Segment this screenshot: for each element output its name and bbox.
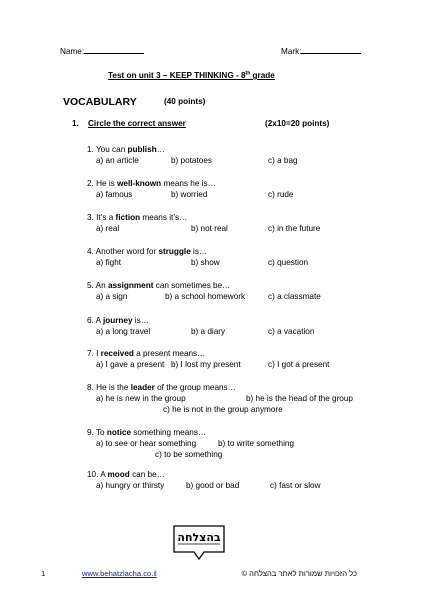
answer-option[interactable]: b) to write something [218,439,294,448]
copyright-text: כל הזכויות שמורות לאתר בהצלחה © [241,569,357,578]
answer-option[interactable]: c) I got a present [268,360,330,369]
task-points: (2x10=20 points) [265,119,330,128]
answer-option[interactable]: a) famous [96,190,133,199]
answer-option[interactable]: c) rude [268,190,294,199]
answer-option[interactable]: c) fast or slow [270,481,321,490]
mark-field[interactable] [281,46,361,56]
answer-option[interactable]: b) worried [171,190,208,199]
question-stem: 6. A journey is… [87,316,149,325]
answer-option[interactable]: b) show [191,258,220,267]
question-keyword: mood [107,470,130,479]
section-points: (40 points) [164,97,206,106]
answer-option[interactable]: a) fight [96,258,122,267]
mark-label: Mark: [281,47,302,56]
answer-option[interactable]: b) I lost my present [171,360,241,369]
question-keyword: leader [130,383,155,392]
answer-option[interactable]: c) a classmate [268,292,321,301]
answer-option[interactable]: a) real [96,224,120,233]
answer-option[interactable]: b) a diary [191,327,226,336]
question-stem: 4. Another word for struggle is… [87,247,208,256]
question-stem: 7. I received a present means… [87,349,206,358]
answer-option[interactable]: c) in the future [268,224,321,233]
question-keyword: received [100,349,134,358]
mark-blank[interactable] [301,46,361,54]
name-field[interactable] [60,46,144,56]
answer-option[interactable]: a) a sign [96,292,128,301]
question-keyword: struggle [158,247,191,256]
task-number: 1. [72,119,79,128]
footer-link[interactable]: www.behatzlacha.co.il [82,569,157,578]
question-stem: 1. You can publish… [87,145,165,154]
answer-option[interactable]: c) a bag [268,156,298,165]
logo-text: בהצלחה [177,531,221,544]
question-stem: 2. He is well-known means he is… [87,179,216,188]
question-keyword: well-known [117,179,162,188]
question-stem: 8. He is the leader of the group means… [87,383,236,392]
answer-option[interactable]: a) a long travel [96,327,151,336]
question-keyword: notice [106,428,132,437]
page-title: Test on unit 3 – KEEP THINKING - 8th grade [108,70,275,80]
question-keyword: publish [127,145,157,154]
behatzlacha-logo [170,522,228,562]
section-title: VOCABULARY [63,96,137,108]
answer-option[interactable]: b) potatoes [171,156,212,165]
answer-option[interactable]: c) a vacation [268,327,315,336]
question-stem: 9. To notice something means… [87,428,207,437]
answer-option[interactable]: a) an article [96,156,139,165]
answer-option[interactable]: b) not real [191,224,228,233]
name-blank[interactable] [84,46,144,54]
answer-option[interactable]: a) hungry or thirsty [96,481,165,490]
answer-option[interactable]: c) he is not in the group anymore [163,405,283,414]
question-keyword: fiction [115,213,141,222]
answer-option[interactable]: c) to be something [155,450,223,459]
question-keyword: assignment [107,281,154,290]
question-keyword: journey [102,316,133,325]
name-label: Name: [60,47,85,56]
question-stem: 10. A mood can be… [87,470,165,479]
answer-option[interactable]: b) a school homework [165,292,246,301]
page-number: 1 [41,569,46,578]
answer-option[interactable]: a) to see or hear something [96,439,197,448]
answer-option[interactable]: a) he is new in the group [96,394,186,403]
question-stem: 3. It’s a fiction means it’s… [87,213,188,222]
answer-option[interactable]: b) good or bad [186,481,240,490]
answer-option[interactable]: a) I gave a present [96,360,165,369]
answer-option[interactable]: b) he is the head of the group [246,394,353,403]
task-instruction: Circle the correct answer [88,119,186,128]
answer-option[interactable]: c) question [268,258,309,267]
question-stem: 5. An assignment can sometimes be… [87,281,231,290]
